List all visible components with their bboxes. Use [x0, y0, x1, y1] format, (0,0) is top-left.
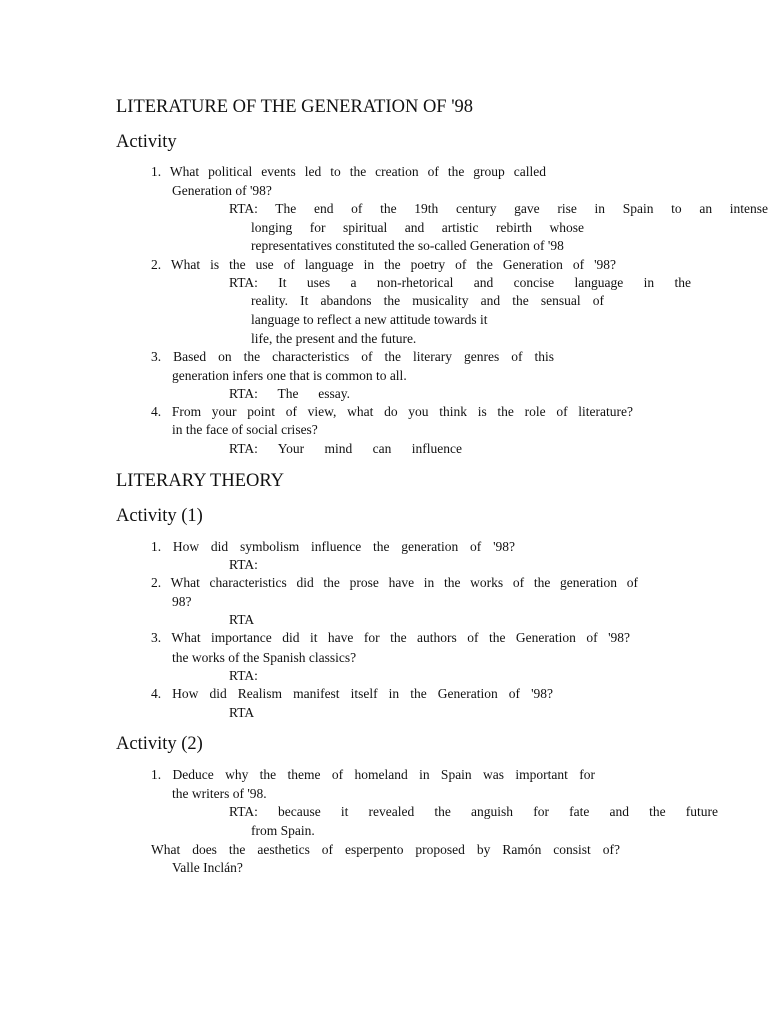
question-4: 4. From your point of view, what do you think is the role of literature? — [151, 404, 633, 419]
answer-4: RTA: Your mind can influence — [229, 441, 462, 456]
activity-2-question-2-continuation: Valle Inclán? — [172, 860, 243, 875]
answer-3: RTA: The essay. — [229, 386, 350, 401]
question-1: 1. What political events led to the creation of the group called — [151, 164, 546, 179]
question-1-continuation: Generation of '98? — [172, 183, 272, 198]
answer-2-line-2: reality. It abandons the musicality and the sensual of — [251, 293, 604, 308]
activity-2-answer-1-continuation: from Spain. — [251, 823, 315, 838]
question-4-continuation: in the face of social crises? — [172, 422, 318, 437]
theory-question-4: 4. How did Realism manifest itself in the Generation of '98? — [151, 686, 553, 701]
document-title: LITERATURE OF THE GENERATION OF '98 — [116, 97, 474, 117]
activity-2-heading: Activity (2) — [116, 734, 203, 754]
theory-question-2-continuation: 98? — [172, 594, 192, 609]
answer-2: RTA: It uses a non-rhetorical and concise language in the — [229, 275, 691, 290]
theory-question-3-continuation: the works of the Spanish classics? — [172, 650, 357, 665]
answer-2-line-4: life, the present and the future. — [251, 331, 417, 346]
activity-2-question-1-continuation: the writers of '98. — [172, 786, 267, 801]
theory-answer-1: RTA: — [229, 557, 258, 572]
question-2: 2. What is the use of language in the poetry of the Generation of '98? — [151, 257, 616, 272]
question-3-continuation: generation infers one that is common to all. — [172, 368, 407, 383]
question-3: 3. Based on the characteristics of the literary genres of this — [151, 349, 554, 364]
answer-1-line-2: longing for spiritual and artistic rebirth whose — [251, 220, 584, 235]
theory-question-2: 2. What characteristics did the prose have in the works of the generation of — [151, 575, 638, 590]
theory-answer-4: RTA — [229, 705, 255, 720]
activity-heading: Activity — [116, 132, 177, 152]
answer-2-line-3: language to reflect a new attitude towards it — [251, 312, 488, 327]
theory-answer-3: RTA: — [229, 668, 258, 683]
activity-2-question-1: 1. Deduce why the theme of homeland in Spain was important for — [151, 767, 595, 782]
theory-question-3: 3. What importance did it have for the authors of the Generation of '98? — [151, 630, 630, 645]
activity-2-question-2: What does the aesthetics of esperpento proposed by Ramón consist of? — [151, 842, 620, 857]
theory-answer-2: RTA — [229, 612, 255, 627]
theory-question-1: 1. How did symbolism influence the generation of '98? — [151, 539, 515, 554]
literary-theory-heading: LITERARY THEORY — [116, 471, 285, 491]
answer-1: RTA: The end of the 19th century gave rise in Spain to an intense — [229, 201, 768, 216]
answer-1-line-3: representatives constituted the so-called Generation of '98 — [251, 238, 564, 253]
activity-2-answer-1: RTA: because it revealed the anguish for fate and the future — [229, 804, 718, 819]
activity-1-heading: Activity (1) — [116, 506, 203, 526]
